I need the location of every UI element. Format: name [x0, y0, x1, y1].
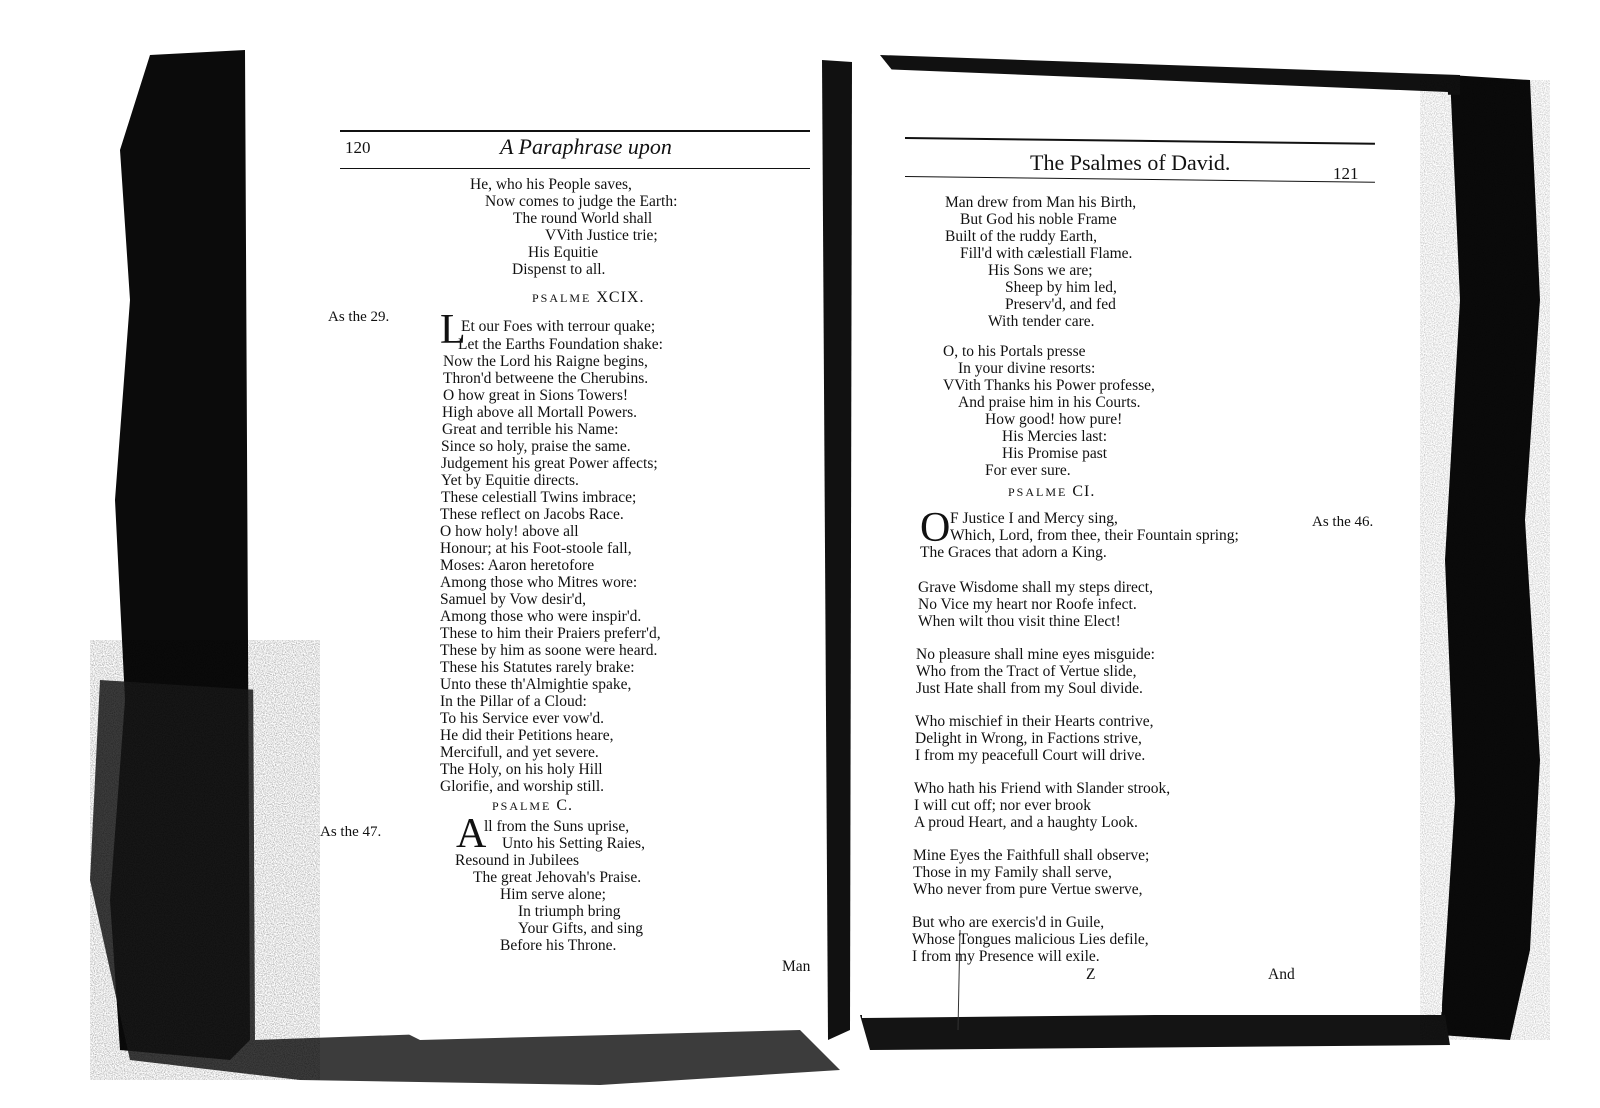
psalm-100-line: Unto his Setting Raies, [502, 835, 645, 852]
psalm-100-line: Resound in Jubilees [455, 852, 579, 869]
psalm-101-line: Delight in Wrong, in Factions strive, [915, 730, 1142, 747]
right-opening-line: Preserv'd, and fed [1005, 296, 1116, 313]
psalm-101-line: Who hath his Friend with Slander strook, [914, 780, 1171, 797]
psalm-101-line: Who from the Tract of Vertue slide, [916, 663, 1137, 680]
psalm-99-line: O how holy! above all [440, 523, 579, 540]
psalm-101-heading-prefix: PSALME [1008, 485, 1068, 499]
right-second-stanza-line: For ever sure. [985, 462, 1071, 479]
psalm-101-first-line: F Justice I and Mercy sing, [950, 510, 1118, 527]
psalm-99-line: The Holy, on his holy Hill [440, 761, 603, 778]
right-catchword: And [1268, 966, 1295, 983]
right-second-stanza-line: And praise him in his Courts. [958, 394, 1141, 411]
right-opening-line: Built of the ruddy Earth, [945, 228, 1097, 245]
psalm-101-tune-note: As the 46. [1312, 514, 1374, 530]
psalm-100-line: In triumph bring [518, 903, 621, 920]
left-opening-line: He, who his People saves, [470, 176, 632, 193]
psalm-99-line: To his Service ever vow'd. [440, 710, 604, 727]
psalm-100-line: Your Gifts, and sing [518, 920, 644, 937]
psalm-101-line: The Graces that adorn a King. [920, 544, 1107, 561]
psalm-101-line: I from my peacefull Court will drive. [915, 747, 1146, 764]
psalm-100-drop-cap: A [456, 811, 487, 857]
psalm-100-line: The great Jehovah's Praise. [473, 869, 642, 886]
left-opening-line: Now comes to judge the Earth: [485, 193, 678, 210]
psalm-101-line: Mine Eyes the Faithfull shall observe; [913, 847, 1150, 864]
left-opening-line: His Equitie [528, 244, 599, 261]
psalm-99-line: Unto these th'Almightie spake, [440, 676, 632, 693]
left-running-head: A Paraphrase upon [500, 134, 672, 159]
psalm-100-tune-note: As the 47. [320, 824, 382, 840]
right-second-stanza-line: In your divine resorts: [958, 360, 1096, 377]
psalm-99-line: Thron'd betweene the Cherubins. [443, 370, 649, 387]
psalm-101-line: A proud Heart, and a haughty Look. [914, 814, 1138, 831]
psalm-101-line: Who mischief in their Hearts contrive, [915, 713, 1154, 730]
right-header-rule-bottom [905, 176, 1375, 183]
right-second-stanza-line: O, to his Portals presse [943, 343, 1086, 360]
psalm-101-line: Just Hate shall from my Soul divide. [916, 680, 1143, 697]
psalm-101-line: Who never from pure Vertue swerve, [913, 881, 1143, 898]
right-opening-line: But God his noble Frame [960, 211, 1117, 228]
psalm-101-line: Which, Lord, from thee, their Fountain spring; [950, 527, 1239, 544]
psalm-99-line: These by him as soone were heard. [440, 642, 658, 659]
right-second-stanza-line: His Promise past [1002, 445, 1108, 462]
right-second-stanza-line: His Mercies last: [1002, 428, 1108, 445]
psalm-99-line: Among those who Mitres wore: [440, 574, 638, 591]
right-opening-line: With tender care. [988, 313, 1095, 330]
psalm-101-line: I will cut off; nor ever brook [914, 797, 1092, 814]
psalm-99-heading-prefix: PSALME [532, 291, 592, 305]
psalm-99-drop-cap: L [440, 307, 466, 353]
right-running-head: The Psalmes of David. [1030, 150, 1231, 175]
left-catchword: Man [782, 958, 811, 975]
psalm-101-line: I from my Presence will exile. [912, 948, 1100, 965]
right-second-stanza-line: VVith Thanks his Power professe, [943, 377, 1155, 394]
psalm-99-line: Samuel by Vow desir'd, [440, 591, 587, 608]
psalm-101-line: No pleasure shall mine eyes misguide: [916, 646, 1155, 663]
psalm-99-line: Since so holy, praise the same. [441, 438, 631, 455]
right-opening-line: Fill'd with cælestiall Flame. [960, 245, 1133, 262]
psalm-100-line: Him serve alone; [500, 886, 606, 903]
psalm-101-line: Those in my Family shall serve, [913, 864, 1112, 881]
left-opening-line: Dispenst to all. [512, 261, 606, 278]
psalm-99-line: Let the Earths Foundation shake: [458, 336, 663, 353]
psalm-99-line: These reflect on Jacobs Race. [440, 506, 624, 523]
psalm-101-line: Whose Tongues malicious Lies defile, [912, 931, 1149, 948]
psalm-101-heading [1008, 483, 1095, 501]
psalm-99-line: High above all Mortall Powers. [442, 404, 638, 421]
psalm-101-heading-number: CI. [1072, 483, 1096, 500]
right-second-stanza-line: How good! how pure! [985, 411, 1123, 428]
psalm-101-drop-cap: O [920, 505, 951, 551]
psalm-99-line: Great and terrible his Name: [442, 421, 619, 438]
psalm-99-line: These celestiall Twins imbrace; [441, 489, 637, 506]
psalm-101-line: When wilt thou visit thine Elect! [918, 613, 1121, 630]
psalm-99-line: These to him their Praiers preferr'd, [440, 625, 661, 642]
psalm-99-line: He did their Petitions heare, [440, 727, 614, 744]
right-opening-line: Sheep by him led, [1005, 279, 1117, 296]
psalm-99-first-line: Et our Foes with terrour quake; [461, 318, 656, 335]
psalm-99-line: Moses: Aaron heretofore [440, 557, 595, 574]
right-opening-line: His Sons we are; [988, 262, 1093, 279]
psalm-99-line: In the Pillar of a Cloud: [440, 693, 587, 710]
right-signature-mark: Z [1086, 966, 1096, 983]
psalm-100-heading-number: C. [556, 797, 574, 814]
psalm-99-line: Judgement his great Power affects; [441, 455, 658, 472]
left-opening-line: The round World shall [513, 210, 653, 227]
right-opening-line: Man drew from Man his Birth, [945, 194, 1137, 211]
psalm-99-line: These his Statutes rarely brake: [440, 659, 635, 676]
psalm-99-line: Glorifie, and worship still. [440, 778, 605, 795]
psalm-100-line: Before his Throne. [500, 937, 617, 954]
right-header-rule-top [905, 137, 1375, 145]
psalm-101-line: No Vice my heart nor Roofe infect. [918, 596, 1137, 613]
psalm-99-heading-number: XCIX. [596, 289, 645, 306]
psalm-101-line: Grave Wisdome shall my steps direct, [918, 579, 1153, 596]
psalm-101-line: But who are exercis'd in Guile, [912, 914, 1105, 931]
psalm-99-line: Mercifull, and yet severe. [440, 744, 599, 761]
psalm-99-line: Honour; at his Foot-stoole fall, [440, 540, 632, 557]
psalm-99-line: Among those who were inspir'd. [440, 608, 642, 625]
psalm-100-heading-prefix: PSALME [492, 799, 552, 813]
right-folio: 121 [1333, 164, 1359, 183]
left-opening-line: VVith Justice trie; [545, 227, 658, 244]
left-folio: 120 [345, 138, 371, 157]
psalm-99-line: Yet by Equitie directs. [441, 472, 579, 489]
psalm-99-line: O how great in Sions Towers! [443, 387, 629, 404]
psalm-99-tune-note: As the 29. [328, 309, 390, 325]
psalm-100-first-line: ll from the Suns uprise, [484, 818, 630, 835]
psalm-99-line: Now the Lord his Raigne begins, [443, 353, 648, 370]
